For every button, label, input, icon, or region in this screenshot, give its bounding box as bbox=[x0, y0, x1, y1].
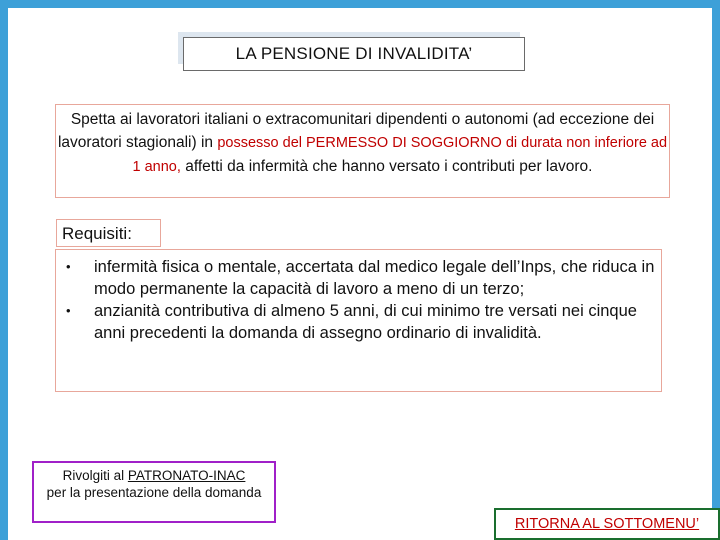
patronato-link[interactable]: PATRONATO-INAC bbox=[127, 468, 246, 483]
requirements-label-text: Requisiti: bbox=[62, 224, 132, 243]
intro-box bbox=[55, 104, 670, 198]
bullet-icon: • bbox=[66, 303, 71, 318]
intro-text-end: affetti da infermità che hanno versato i contributi per lavoro. bbox=[180, 158, 593, 175]
page-title bbox=[183, 37, 525, 71]
intro-text: Spetta ai lavoratori italiani o extracomunitari dipendenti o autonomi (ad eccezione dei lavoratori stagionali) in bbox=[57, 111, 655, 151]
page-title-text: LA PENSIONE DI INVALIDITA’ bbox=[235, 44, 473, 63]
callout-prefix: Rivolgiti al bbox=[62, 468, 128, 483]
list-item bbox=[58, 256, 658, 300]
callout-suffix: per la presentazione della domanda bbox=[46, 485, 262, 500]
patronato-callout bbox=[32, 461, 276, 523]
bullet-icon: • bbox=[66, 259, 71, 274]
intro-permit-highlight: possesso del PERMESSO DI SOGGIORNO di durata non inferiore ad 1 anno, bbox=[132, 135, 668, 175]
back-to-submenu-button[interactable] bbox=[494, 508, 720, 540]
requirements-label bbox=[56, 219, 161, 247]
back-button-label: RITORNA AL SOTTOMENU’ bbox=[514, 516, 700, 532]
list-item bbox=[58, 300, 658, 344]
requirements-list bbox=[58, 256, 658, 344]
requirement-text: infermità fisica o mentale, accertata dal medico legale dell’Inps, che riduca in modo permanente la capacità di lavoro a meno di un terzo; bbox=[94, 258, 655, 298]
requirement-text: anzianità contributiva di almeno 5 anni, di cui minimo tre versati nei cinque anni precedenti la domanda di assegno ordinario di invalidità. bbox=[94, 302, 637, 342]
